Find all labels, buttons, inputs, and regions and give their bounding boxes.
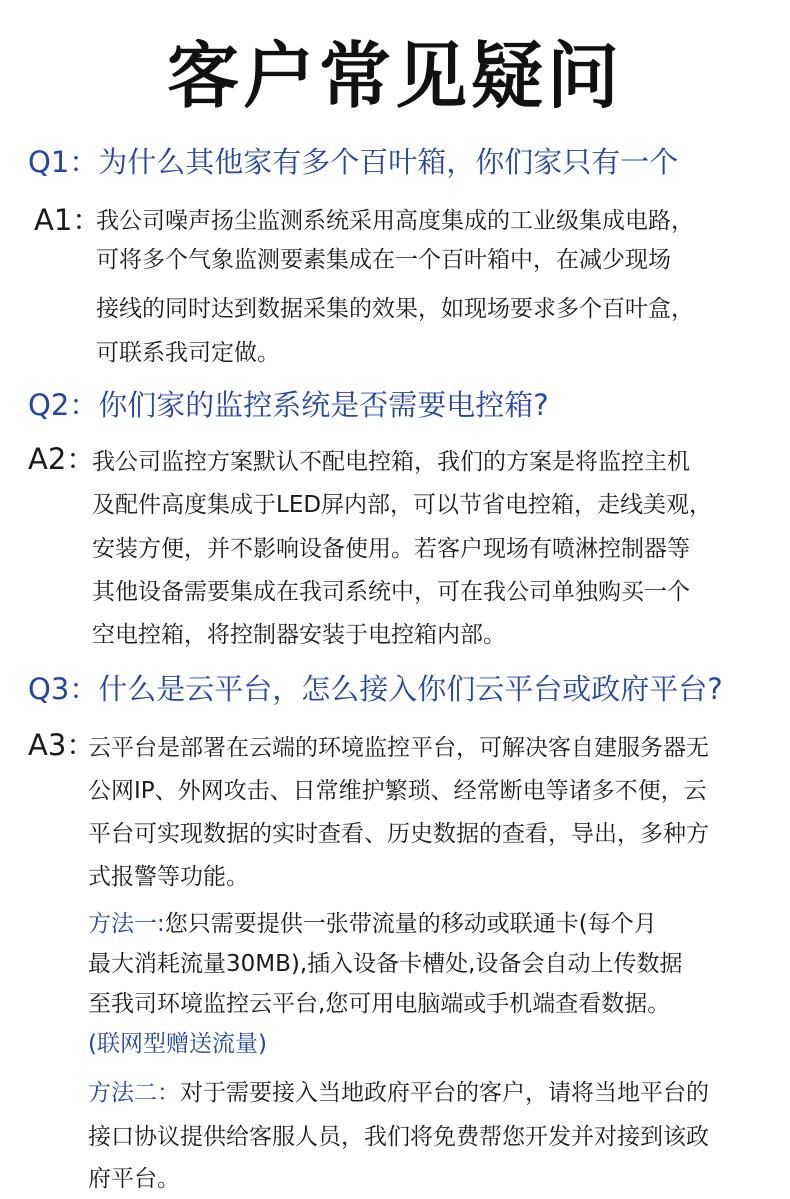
- answer-1-line: 我公司噪声扬尘监测系统采用高度集成的工业级集成电路，: [96, 208, 694, 234]
- method-1: [88, 905, 657, 938]
- method-2-text: 对于需要接入当地政府平台的客户，请将当地平台的: [180, 1080, 709, 1106]
- method-2-line: 接口协议提供给客服人员，我们将免费帮您开发并对接到该政: [88, 1124, 709, 1150]
- method-1-label: 方法一:: [88, 911, 165, 937]
- answer-2-line: 其他设备需要集成在我司系统中，可在我公司单独购买一个: [92, 579, 690, 605]
- answer-3-line: 公网IP、外网攻击、日常维护繁琐、经常断电等诸多不便，云: [88, 778, 707, 804]
- question-2: Q2：你们家的监控系统是否需要电控箱?: [28, 388, 549, 422]
- method-2: [88, 1074, 709, 1107]
- answer-2-label: A2：: [28, 442, 96, 476]
- answer-1-line: 接线的同时达到数据采集的效果，如现场要求多个百叶盒，: [96, 296, 694, 322]
- answer-2-line: 及配件高度集成于LED屏内部，可以节省电控箱，走线美观，: [92, 492, 713, 518]
- method-1-line: 最大消耗流量30MB),插入设备卡槽处,设备会自动上传数据: [88, 951, 683, 977]
- answer-1-line: 可联系我司定做。: [96, 340, 280, 366]
- question-3: Q3：什么是云平台，怎么接入你们云平台或政府平台?: [28, 672, 723, 706]
- answer-3-line: 式报警等功能。: [88, 864, 249, 890]
- page-title: 客户常见疑问: [166, 34, 623, 118]
- answer-3-line: 平台可实现数据的实时查看、历史数据的查看，导出，多种方: [88, 821, 709, 847]
- method-1-line: 至我司环境监控云平台,您可用电脑端或手机端查看数据。: [88, 991, 671, 1017]
- answer-1-line: 可将多个气象监测要素集成在一个百叶箱中，在减少现场: [96, 247, 671, 273]
- answer-1-label: A1：: [34, 203, 102, 237]
- method-1-text: 您只需要提供一张带流量的移动或联通卡(每个月: [164, 911, 657, 937]
- method-1-note: (联网型赠送流量): [88, 1031, 267, 1057]
- answer-3-label: A3：: [28, 728, 96, 762]
- answer-3-line: 云平台是部署在云端的环境监控平台，可解决客自建服务器无: [88, 735, 709, 761]
- method-2-line: 府平台。: [88, 1166, 180, 1192]
- answer-2-line: 我公司监控方案默认不配电控箱，我们的方案是将监控主机: [92, 449, 690, 475]
- answer-2-line: 空电控箱，将控制器安装于电控箱内部。: [92, 622, 506, 648]
- method-2-label: 方法二：: [88, 1080, 180, 1106]
- question-1: Q1：为什么其他家有多个百叶箱，你们家只有一个: [28, 145, 679, 179]
- answer-2-line: 安装方便，并不影响设备使用。若客户现场有喷淋控制器等: [92, 536, 690, 562]
